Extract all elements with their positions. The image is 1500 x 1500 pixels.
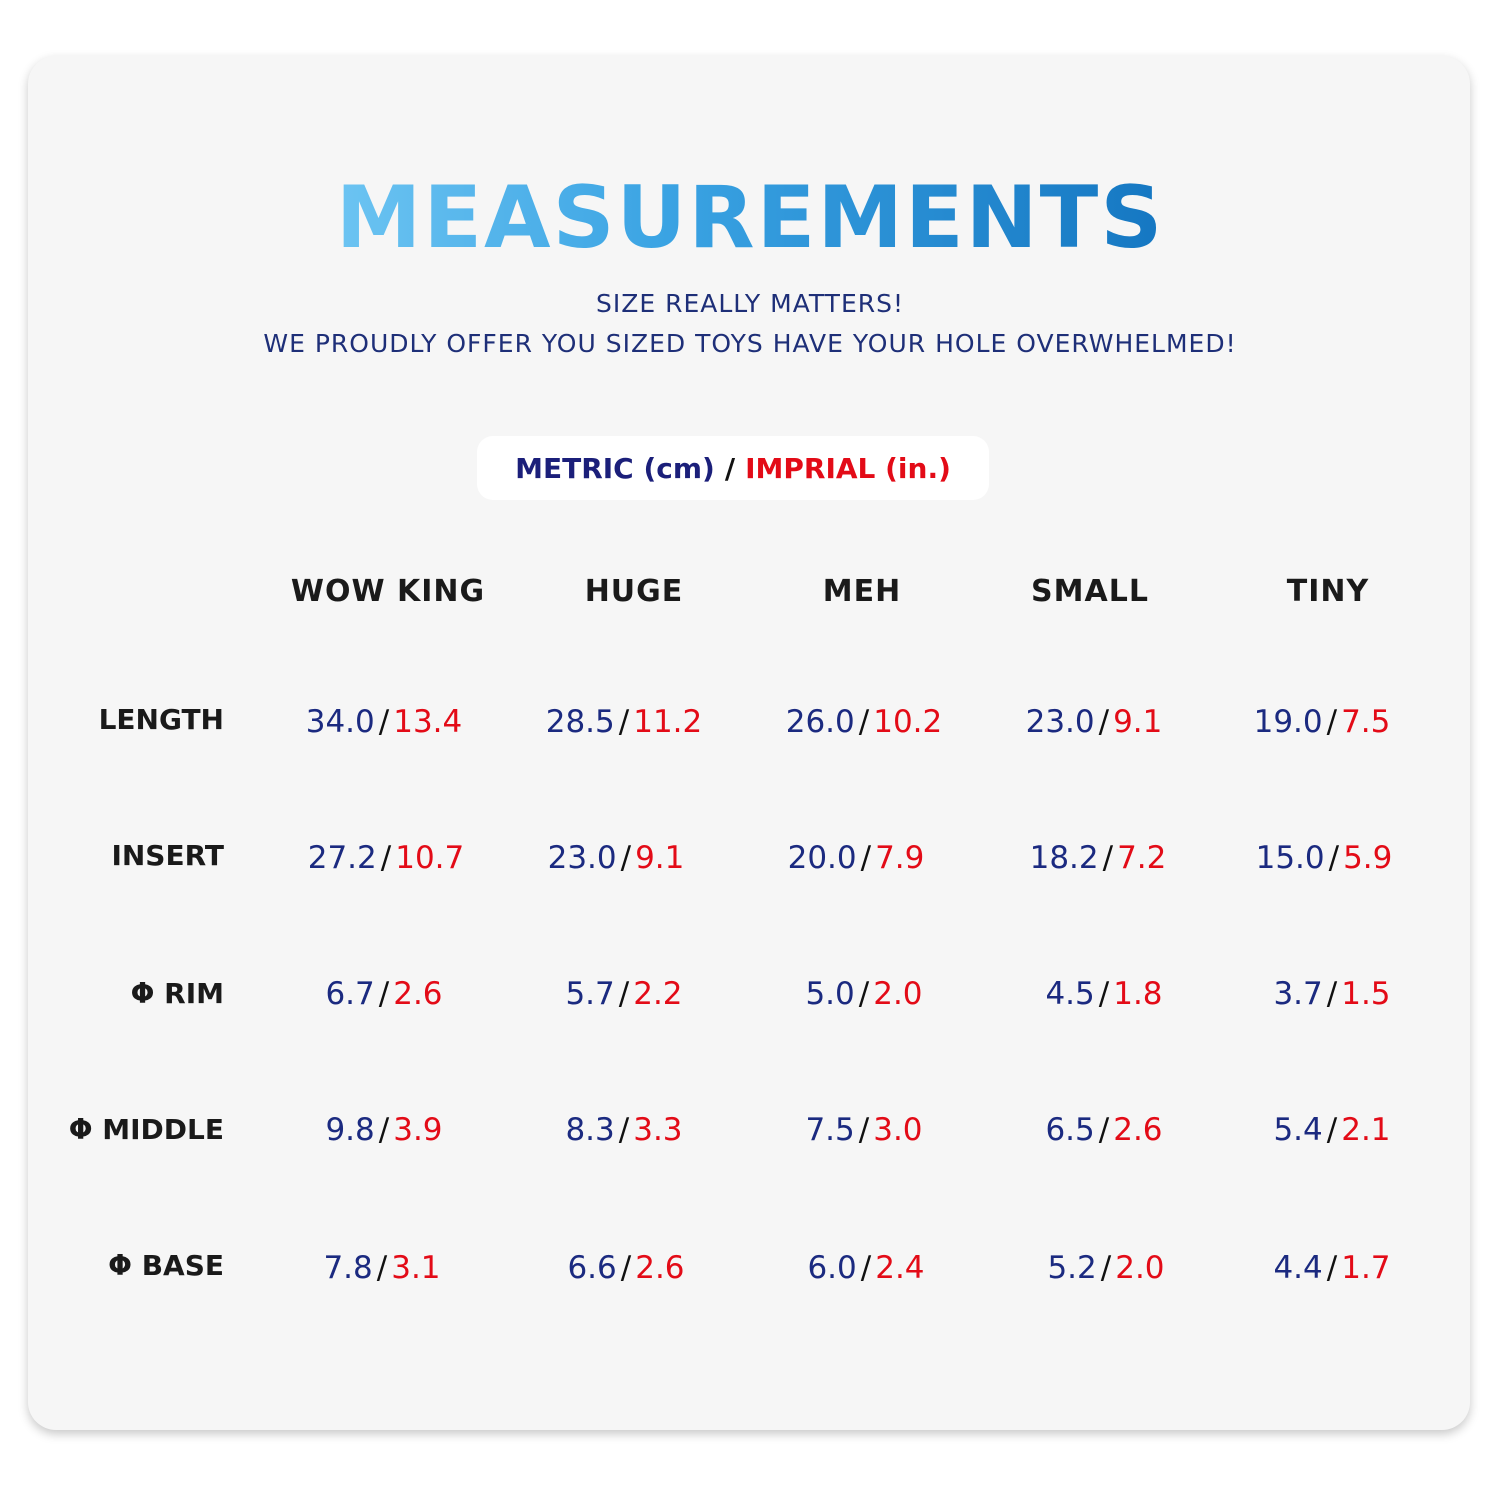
metric-value: 6.0 xyxy=(807,1250,857,1286)
imperial-value: 9.1 xyxy=(1113,704,1163,740)
imperial-value: 7.9 xyxy=(875,840,925,876)
imperial-value: 3.3 xyxy=(633,1112,683,1148)
imperial-value: 2.0 xyxy=(1115,1250,1165,1286)
table-cell xyxy=(1212,1108,1452,1152)
imperial-value: 3.9 xyxy=(393,1112,443,1148)
imperial-value: 2.6 xyxy=(393,976,443,1012)
metric-value: 3.7 xyxy=(1273,976,1323,1012)
imperial-value: 1.5 xyxy=(1341,976,1391,1012)
imperial-value: 13.4 xyxy=(393,704,463,740)
value-separator: / xyxy=(378,1112,390,1148)
value-separator: / xyxy=(858,704,870,740)
metric-value: 6.6 xyxy=(567,1250,617,1286)
table-cell xyxy=(504,700,744,744)
column-header-tiny: TINY xyxy=(1286,574,1370,609)
value-separator: / xyxy=(618,1112,630,1148)
table-cell xyxy=(496,836,736,880)
column-header-wow-king: WOW KING xyxy=(290,574,486,609)
value-separator: / xyxy=(1326,704,1338,740)
value-separator: / xyxy=(618,976,630,1012)
subtitle-line-2: WE PROUDLY OFFER YOU SIZED TOYS HAVE YOUR HOLE OVERWHELMED! xyxy=(263,329,1237,358)
metric-value: 34.0 xyxy=(305,704,375,740)
table-cell xyxy=(504,972,744,1016)
subtitle-line-1: SIZE REALLY MATTERS! xyxy=(595,289,905,318)
metric-value: 5.0 xyxy=(805,976,855,1012)
column-header-meh: MEH xyxy=(822,574,902,609)
value-separator: / xyxy=(860,1250,872,1286)
imperial-value: 7.5 xyxy=(1341,704,1391,740)
table-cell xyxy=(744,1108,984,1152)
metric-value: 7.5 xyxy=(805,1112,855,1148)
metric-value: 6.5 xyxy=(1045,1112,1095,1148)
value-separator: / xyxy=(620,840,632,876)
metric-value: 27.2 xyxy=(307,840,377,876)
table-cell xyxy=(262,1246,502,1290)
table-cell xyxy=(264,1108,504,1152)
row-label-rim-diameter: Φ RIM xyxy=(130,977,224,1010)
metric-value: 5.4 xyxy=(1273,1112,1323,1148)
table-cell xyxy=(736,836,976,880)
value-separator: / xyxy=(860,840,872,876)
imperial-value: 5.9 xyxy=(1343,840,1393,876)
value-separator: / xyxy=(1098,976,1110,1012)
table-cell xyxy=(266,836,506,880)
table-cell xyxy=(264,700,504,744)
value-separator: / xyxy=(1100,1250,1112,1286)
row-label-middle-diameter: Φ MIDDLE xyxy=(68,1113,224,1146)
table-cell xyxy=(984,972,1224,1016)
table-cell xyxy=(744,700,984,744)
page-title xyxy=(0,168,1500,268)
column-header-small: SMALL xyxy=(1031,574,1149,609)
units-legend xyxy=(477,436,989,500)
imperial-value: 3.1 xyxy=(391,1250,441,1286)
units-separator: / xyxy=(724,451,736,485)
value-separator: / xyxy=(1326,1112,1338,1148)
imperial-units-label: IMPRIAL (in.) xyxy=(745,451,951,485)
imperial-value: 2.6 xyxy=(1113,1112,1163,1148)
metric-value: 9.8 xyxy=(325,1112,375,1148)
imperial-value: 1.8 xyxy=(1113,976,1163,1012)
value-separator: / xyxy=(376,1250,388,1286)
imperial-value: 1.7 xyxy=(1341,1250,1391,1286)
metric-value: 28.5 xyxy=(545,704,615,740)
metric-value: 4.4 xyxy=(1273,1250,1323,1286)
value-separator: / xyxy=(858,1112,870,1148)
imperial-value: 3.0 xyxy=(873,1112,923,1148)
imperial-value: 10.7 xyxy=(395,840,465,876)
imperial-value: 11.2 xyxy=(633,704,703,740)
metric-value: 26.0 xyxy=(785,704,855,740)
metric-value: 15.0 xyxy=(1255,840,1325,876)
imperial-value: 2.2 xyxy=(633,976,683,1012)
table-cell xyxy=(1212,972,1452,1016)
metric-value: 19.0 xyxy=(1253,704,1323,740)
metric-units-label: METRIC (cm) xyxy=(515,451,715,485)
table-cell xyxy=(1212,1246,1452,1290)
value-separator: / xyxy=(1098,1112,1110,1148)
imperial-value: 2.4 xyxy=(875,1250,925,1286)
metric-value: 5.2 xyxy=(1047,1250,1097,1286)
row-label-insert: INSERT xyxy=(111,839,224,872)
table-cell xyxy=(1202,700,1442,744)
metric-value: 4.5 xyxy=(1045,976,1095,1012)
table-cell xyxy=(986,1246,1226,1290)
table-cell xyxy=(1204,836,1444,880)
value-separator: / xyxy=(1102,840,1114,876)
value-separator: / xyxy=(378,976,390,1012)
metric-value: 20.0 xyxy=(787,840,857,876)
metric-value: 18.2 xyxy=(1029,840,1099,876)
imperial-value: 2.6 xyxy=(635,1250,685,1286)
imperial-value: 7.2 xyxy=(1117,840,1167,876)
value-separator: / xyxy=(1328,840,1340,876)
metric-value: 5.7 xyxy=(565,976,615,1012)
table-cell xyxy=(744,972,984,1016)
imperial-value: 9.1 xyxy=(635,840,685,876)
table-cell xyxy=(506,1246,746,1290)
table-cell xyxy=(974,700,1214,744)
value-separator: / xyxy=(620,1250,632,1286)
metric-value: 6.7 xyxy=(325,976,375,1012)
value-separator: / xyxy=(1326,1250,1338,1286)
metric-value: 23.0 xyxy=(547,840,617,876)
column-header-huge: HUGE xyxy=(584,574,684,609)
value-separator: / xyxy=(1098,704,1110,740)
imperial-value: 2.1 xyxy=(1341,1112,1391,1148)
metric-value: 8.3 xyxy=(565,1112,615,1148)
imperial-value: 10.2 xyxy=(873,704,943,740)
table-cell xyxy=(504,1108,744,1152)
imperial-value: 2.0 xyxy=(873,976,923,1012)
table-cell xyxy=(978,836,1218,880)
value-separator: / xyxy=(1326,976,1338,1012)
row-label-length: LENGTH xyxy=(98,703,224,736)
table-cell xyxy=(746,1246,986,1290)
value-separator: / xyxy=(380,840,392,876)
value-separator: / xyxy=(378,704,390,740)
page-title-text: MEASUREMENTS xyxy=(335,168,1165,268)
metric-value: 23.0 xyxy=(1025,704,1095,740)
value-separator: / xyxy=(858,976,870,1012)
table-cell xyxy=(264,972,504,1016)
value-separator: / xyxy=(618,704,630,740)
metric-value: 7.8 xyxy=(323,1250,373,1286)
row-label-base-diameter: Φ BASE xyxy=(108,1249,224,1282)
table-cell xyxy=(984,1108,1224,1152)
